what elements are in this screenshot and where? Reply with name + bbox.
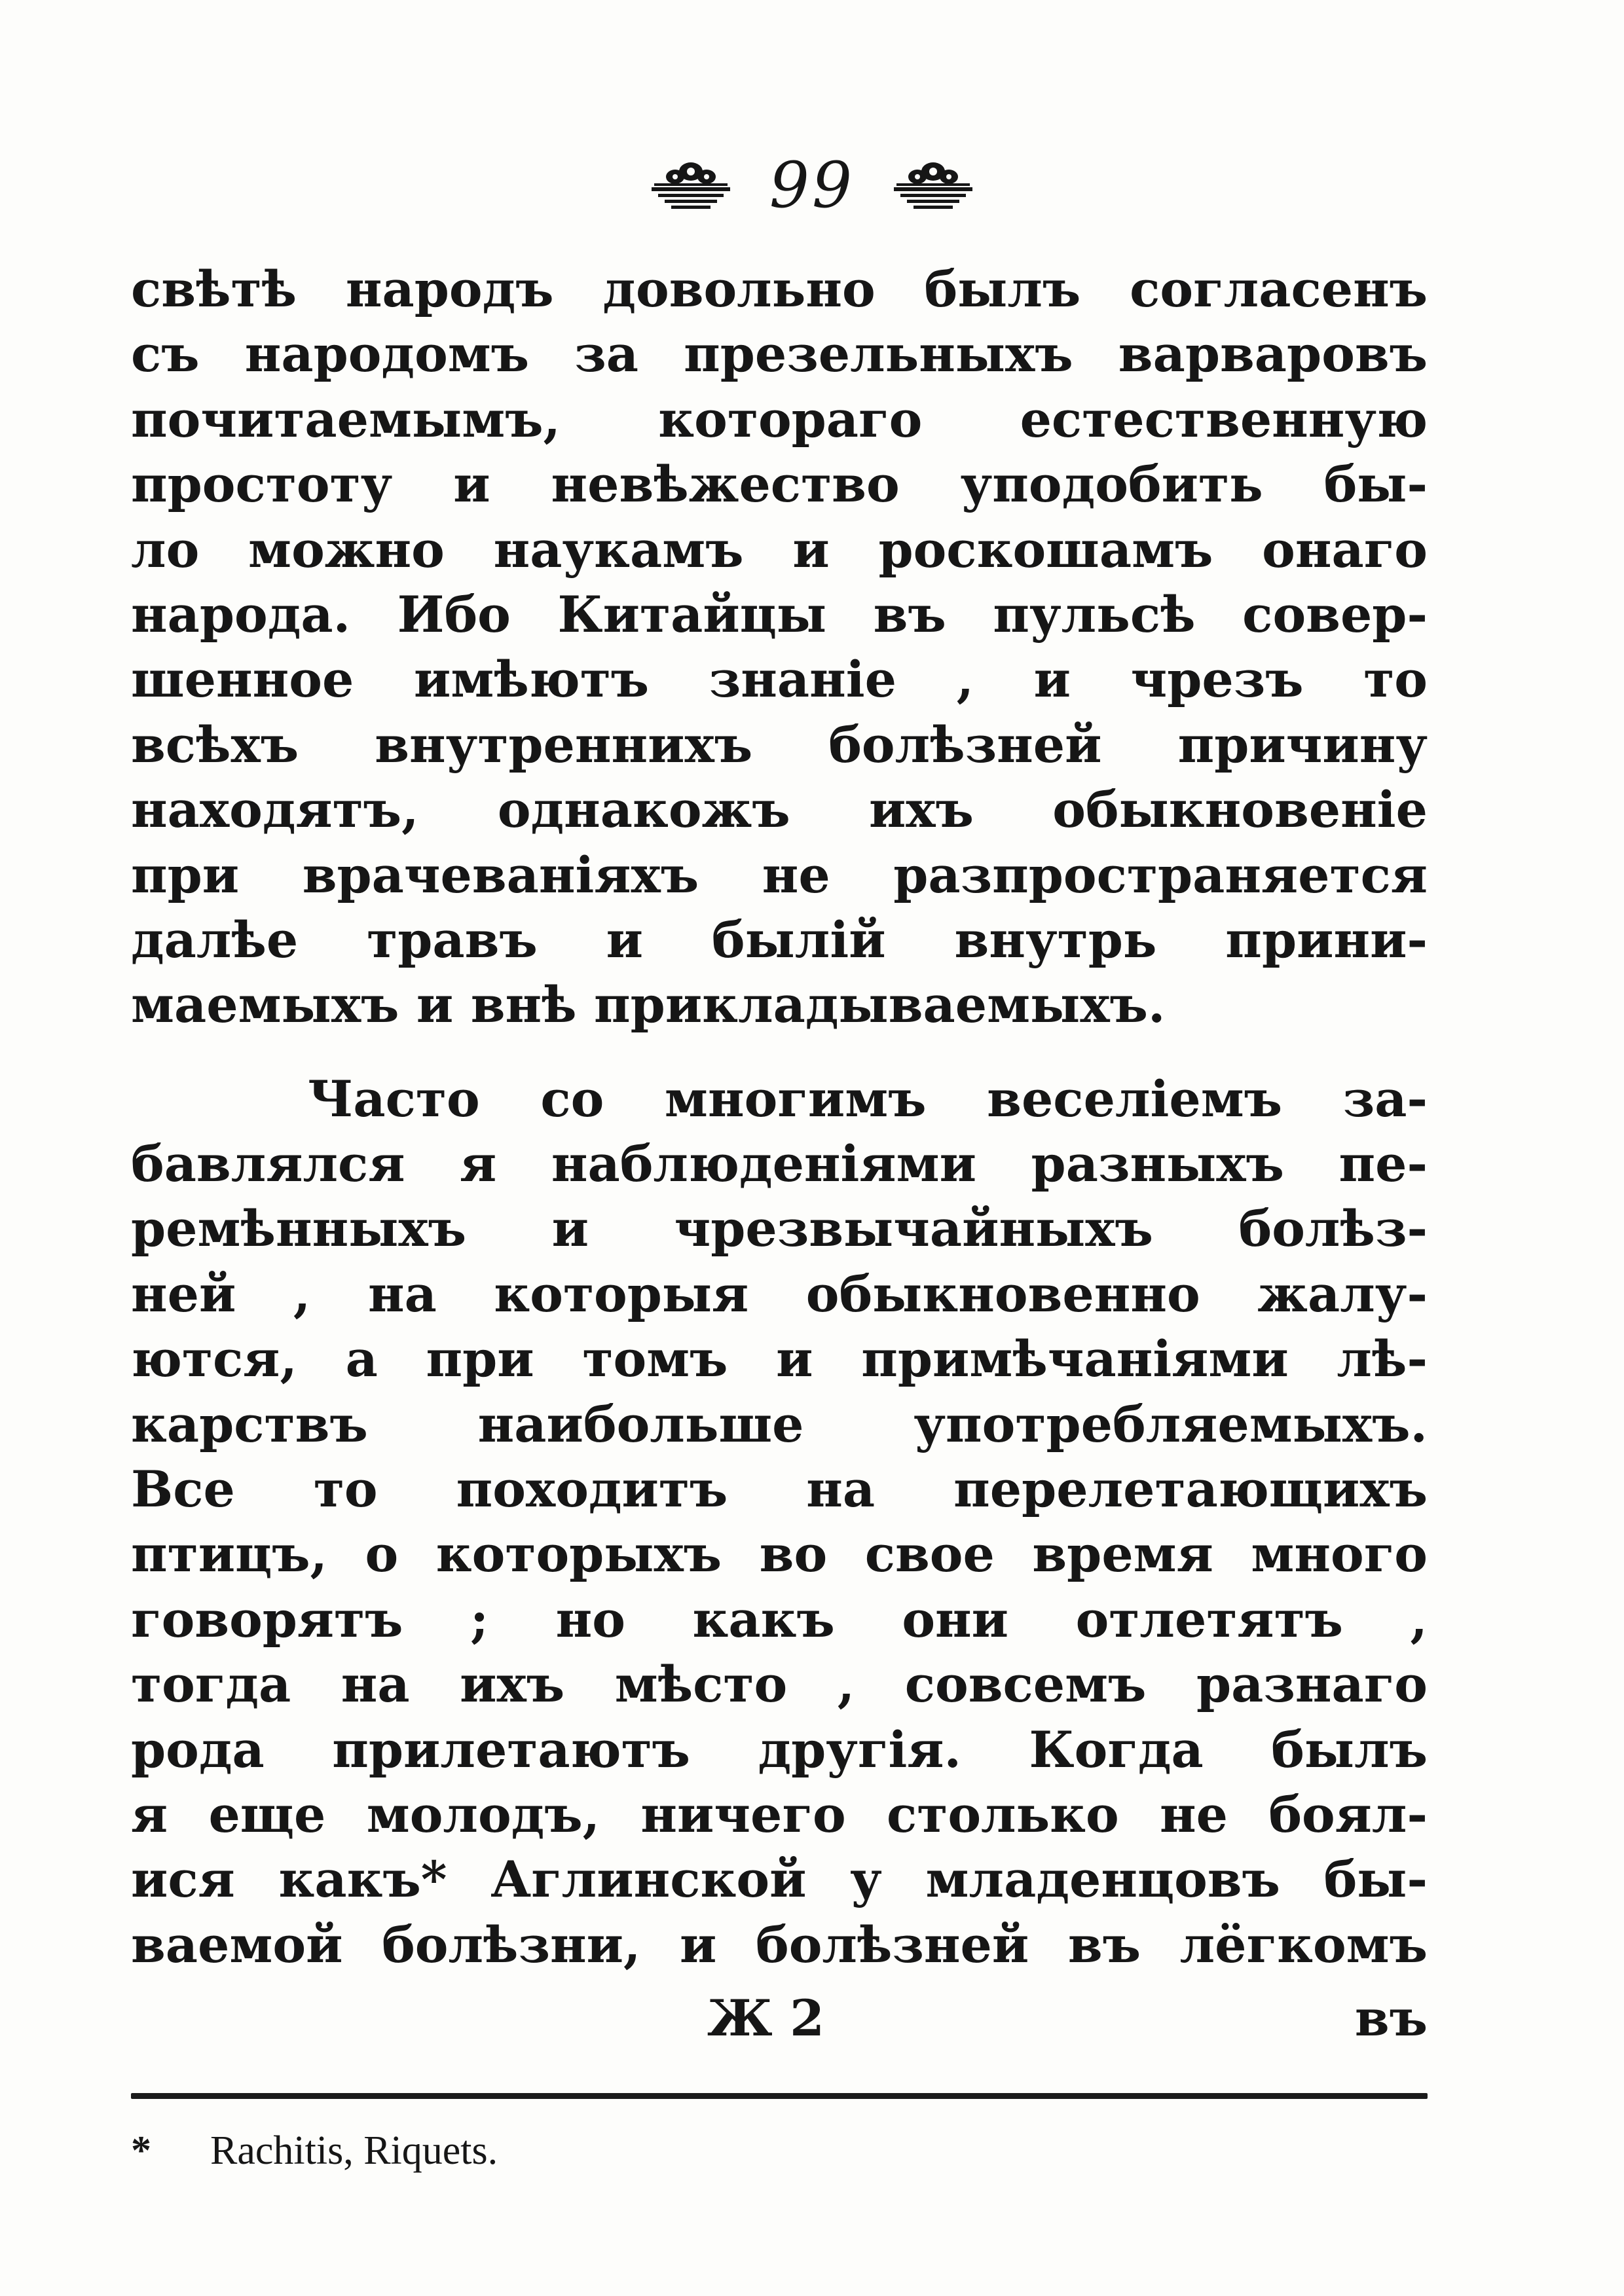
text-line: птицъ, о которыхъ во свое время много [131,1525,1428,1584]
text-line: ися какъ* Аглинской у младенцовъ бы- [131,1850,1428,1909]
text-line: простоту и невѣжество уподобить бы- [131,455,1428,514]
text-line: рода прилетаютъ другiя. Когда былъ [131,1720,1428,1779]
text-line: шенное имѣютъ знанie , и чрезъ то [131,650,1428,709]
text-line: маемыхъ и внѣ прикладываемыхъ. [131,975,1166,1034]
page-number: 99 [769,149,855,222]
text-line: карствъ наибольше употребляемыхъ. [131,1394,1428,1453]
text-line: далѣе травъ и былiй внутрь прини- [131,910,1428,969]
text-line: Часто со многимъ веселiемъ за- [308,1069,1428,1128]
text-line: почитаемымъ, котораго естественную [131,390,1428,448]
text-line: народа. Ибо Китайцы въ пульсѣ совер- [131,585,1428,644]
text-line: находятъ, однакожъ ихъ обыкновенie [131,780,1428,839]
text-line: я еще молодъ, ничего столько не боял- [131,1785,1428,1844]
body-text [131,257,1428,1977]
crown-ornament-icon [887,157,979,213]
text-line: ремѣнныхъ и чрезвычайныхъ болѣз- [131,1199,1428,1258]
footnote-marker: * [131,2128,151,2173]
text-line: свѣтѣ народъ довольно былъ согласенъ [131,260,1428,318]
text-line: при врачеванiяхъ не разпространяется [131,845,1428,904]
text-line: ло можно наукамъ и роскошамъ онаго [131,520,1428,579]
text-line: ваемой болѣзни, и болѣзней въ лёгкомъ [131,1915,1428,1974]
catchword: въ [1354,1989,1428,2047]
page-header [0,143,1624,228]
text-line: съ народомъ за презельныхъ варваровъ [131,325,1428,384]
footnote [131,2124,1428,2177]
text-line: ней , на которыя обыкновенно жалу- [131,1264,1428,1323]
paragraph-1 [131,257,1428,1038]
text-line: тогда на ихъ мѣсто , совсемъ разнаго [131,1655,1428,1714]
text-line: бавлялся я наблюденiями разныхъ пе- [131,1135,1428,1194]
text-line: говорятъ ; но какъ они отлетятъ , [131,1590,1428,1649]
footnote-rule [131,2093,1428,2099]
gathering-signature: Ж 2 [707,1989,825,2047]
paragraph-2 [131,1066,1428,1977]
text-line: ются, а при томъ и примѣчанiями лѣ- [131,1330,1428,1389]
text-line: всѣхъ внутреннихъ болѣзней причину [131,715,1428,774]
crown-ornament-icon [645,157,737,213]
paragraph-gap [131,1038,1428,1066]
text-line: Все то походитъ на перелетающихъ [131,1460,1428,1519]
signature-line [131,1989,1428,2048]
footnote-text: Rachitis, Riquets. [210,2128,498,2173]
